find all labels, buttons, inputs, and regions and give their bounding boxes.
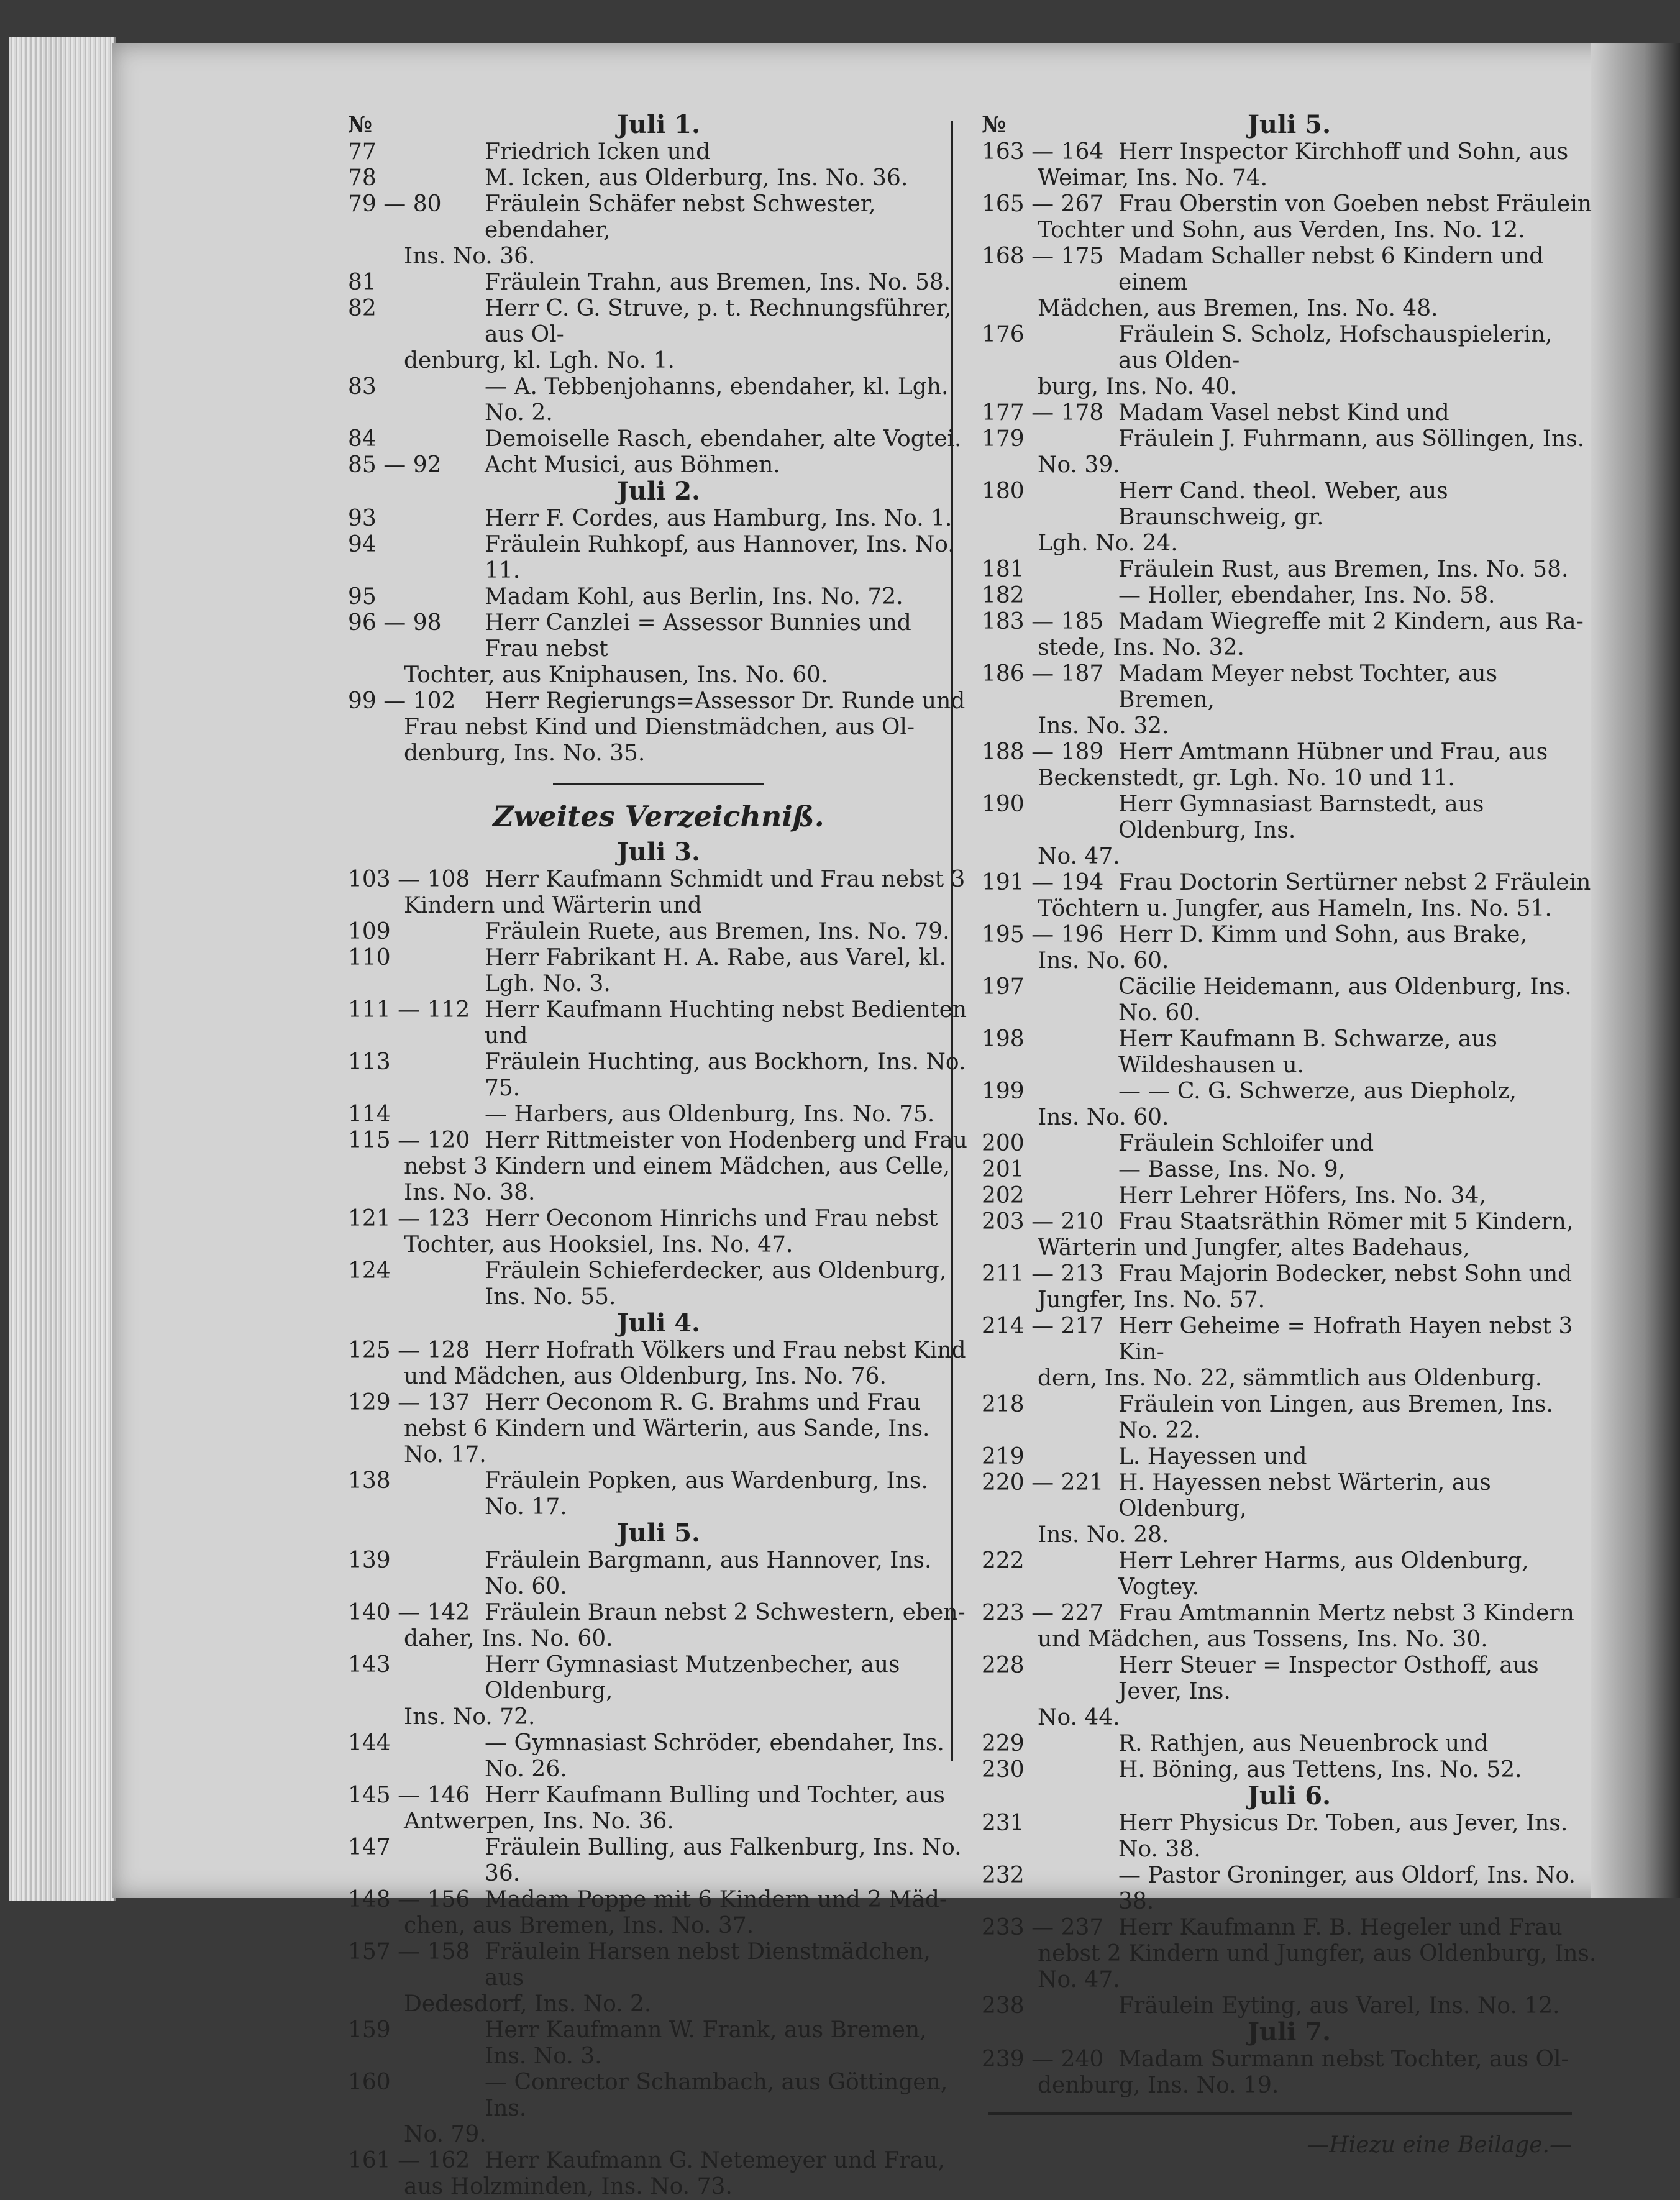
entry-number: 157 — 158 (348, 1939, 470, 1965)
entry-number: 140 — 142 (348, 1600, 470, 1625)
entry-continuation: Jungfer, Ins. No. 57. (1038, 1287, 1266, 1313)
entry-number: 110 (348, 945, 391, 970)
entry-text: Fräulein Ruete, aus Bremen, Ins. No. 79. (485, 919, 950, 944)
entry-text: Herr Steuer = Inspector Osthoff, aus Jever, Ins. (1118, 1653, 1539, 1704)
entry-number: 211 — 213 (982, 1261, 1104, 1287)
entry-number: 197 (982, 974, 1025, 1000)
entry-text: Fräulein Eyting, aus Varel, Ins. No. 12. (1118, 1993, 1560, 2019)
entry-text: Herr Regierungs=Assessor Dr. Runde und (485, 688, 966, 714)
entry-number: 238 (982, 1993, 1025, 2019)
list-entry (348, 1782, 969, 1809)
list-entry (982, 1444, 1597, 1470)
entry-number: 83 (348, 374, 377, 399)
list-entry (982, 1209, 1597, 1235)
entry-number: 186 — 187 (982, 661, 1104, 687)
entry-text: Madam Poppe mit 6 Kindern und 2 Mäd- (485, 1887, 947, 1912)
entry-continuation: nebst 6 Kindern und Wärterin, aus Sande, Ins. No. 17. (404, 1416, 930, 1467)
list-entry (348, 1102, 969, 1128)
entry-text: Fräulein Harsen nebst Dienstmädchen, aus (485, 1939, 931, 1991)
entry-text: Herr Kaufmann Huchting nebst Bedienten und (485, 997, 967, 1049)
list-entry (348, 452, 969, 478)
day-heading: Juli 1. (616, 110, 701, 139)
entry-number: 220 — 221 (982, 1470, 1104, 1495)
list-entry (982, 557, 1597, 583)
entry-text: Herr Rittmeister von Hodenberg und Frau (485, 1128, 967, 1153)
entry-text: Herr Canzlei = Assessor Bunnies und Frau nebst (485, 610, 911, 662)
entry-text: Herr Oeconom Hinrichs und Frau nebst (485, 1206, 938, 1231)
entry-number: 125 — 128 (348, 1338, 470, 1363)
entry-number: 147 (348, 1835, 391, 1860)
entry-number: 161 — 162 (348, 2148, 470, 2173)
entry-continuation: chen, aus Bremen, Ins. No. 37. (404, 1913, 754, 1938)
list-entry (982, 1131, 1597, 1157)
entry-number: 79 — 80 (348, 191, 442, 217)
entry-number: 77 (348, 139, 377, 165)
list-entry (348, 270, 969, 296)
day-heading: Juli 6. (1247, 1781, 1331, 1810)
entry-text: — — C. G. Schwerze, aus Diepholz, (1118, 1079, 1517, 1104)
list-entry (982, 1810, 1597, 1863)
day-heading: Juli 2. (616, 477, 701, 506)
entry-text: Acht Musici, aus Böhmen. (485, 452, 780, 478)
entry-continuation: Mädchen, aus Bremen, Ins. No. 48. (1038, 296, 1438, 321)
entry-text: Herr Lehrer Harms, aus Oldenburg, Vogtey. (1118, 1548, 1529, 1600)
entry-number: 232 (982, 1863, 1025, 1888)
list-entry (982, 1993, 1597, 2019)
entry-number: 99 — 102 (348, 688, 456, 714)
entry-continuation: Tochter, aus Hooksiel, Ins. No. 47. (404, 1232, 793, 1257)
entry-text: Fräulein S. Scholz, Hofschauspielerin, aus Olden- (1118, 322, 1553, 373)
entry-number: 188 — 189 (982, 739, 1104, 765)
entry-continuation: Kindern und Wärterin und (404, 893, 702, 918)
day-section (982, 2047, 1597, 2099)
entry-text: Herr Kaufmann B. Schwarze, aus Wildeshausen u. (1118, 1026, 1497, 1078)
entry-number: 109 (348, 919, 391, 944)
entry-continuation: Frau nebst Kind und Dienstmädchen, aus Ol- denburg, Ins. No. 35. (404, 714, 915, 766)
entry-text: Cäcilie Heidemann, aus Oldenburg, Ins. No. 60. (1118, 974, 1572, 1026)
list-entry (982, 1548, 1597, 1600)
entry-number: 103 — 108 (348, 867, 470, 892)
list-entry (348, 165, 969, 191)
entry-text: H. Böning, aus Tettens, Ins. No. 52. (1118, 1757, 1522, 1782)
list-entry (348, 2070, 969, 2122)
list-entry (982, 1757, 1597, 1783)
entry-number: 222 (982, 1548, 1025, 1574)
entry-number: 180 (982, 478, 1025, 504)
entry-number: 176 (982, 322, 1025, 347)
list-entry (982, 661, 1597, 713)
day-section (348, 867, 969, 1310)
right-column-header (982, 112, 1597, 139)
list-entry (982, 426, 1597, 452)
entry-number: 183 — 185 (982, 609, 1104, 634)
entry-number: 239 — 240 (982, 2047, 1104, 2072)
entry-text: Herr Kaufmann Bulling und Tochter, aus (485, 1782, 945, 1808)
list-entry (982, 922, 1597, 948)
list-entry (348, 1468, 969, 1520)
number-symbol: № (982, 112, 1007, 138)
left-column (348, 112, 969, 2200)
book-page-edges (9, 37, 116, 1901)
list-entry (348, 688, 969, 714)
entry-text: Fräulein Bulling, aus Falkenburg, Ins. No. 36. (485, 1835, 962, 1886)
entry-number: 148 — 156 (348, 1887, 470, 1912)
day-section (348, 1338, 969, 1520)
list-entry (982, 1079, 1597, 1105)
entry-text: R. Rathjen, aus Neuenbrock und (1118, 1731, 1489, 1756)
entry-continuation: burg, Ins. No. 40. (1038, 374, 1237, 399)
list-entry (982, 1915, 1597, 1941)
list-entry (348, 1338, 969, 1364)
list-entry (982, 1313, 1597, 1366)
entry-number: 94 (348, 532, 377, 557)
day-section (982, 1810, 1597, 2019)
entry-text: Madam Kohl, aus Berlin, Ins. No. 72. (485, 584, 903, 609)
entry-text: Herr Kaufmann F. B. Hegeler und Frau (1118, 1915, 1563, 1940)
list-entry (348, 374, 969, 426)
entry-text: — Gymnasiast Schröder, ebendaher, Ins. No. 26. (485, 1730, 944, 1782)
list-entry (982, 478, 1597, 531)
list-entry (348, 506, 969, 532)
entry-number: 223 — 227 (982, 1600, 1104, 1626)
list-entry (982, 1157, 1597, 1183)
day-heading: Juli 7. (1247, 2017, 1331, 2047)
entry-text: Madam Meyer nebst Tochter, aus Bremen, (1118, 661, 1498, 713)
entry-text: Herr Amtmann Hübner und Frau, aus (1118, 739, 1548, 765)
entry-text: Herr Kaufmann W. Frank, aus Bremen, Ins. No. 3. (485, 2017, 927, 2069)
list-entry (348, 1730, 969, 1782)
entry-text: Frau Staatsräthin Römer mit 5 Kindern, (1118, 1209, 1574, 1235)
list-entry (982, 1261, 1597, 1287)
list-entry (348, 2148, 969, 2174)
entry-text: Fräulein J. Fuhrmann, aus Söllingen, Ins. (1118, 426, 1585, 452)
list-entry (348, 1548, 969, 1600)
entry-continuation: und Mädchen, aus Oldenburg, Ins. No. 76. (404, 1364, 887, 1389)
entry-continuation: Tochter, aus Kniphausen, Ins. No. 60. (404, 662, 828, 688)
list-entry (348, 191, 969, 244)
list-entry (348, 1206, 969, 1232)
right-column (982, 112, 1597, 2158)
entry-number: 198 (982, 1026, 1025, 1052)
entry-text: Fräulein Rust, aus Bremen, Ins. No. 58. (1118, 557, 1569, 582)
entry-continuation: Ins. No. 28. (1038, 1522, 1169, 1548)
entry-number: 190 (982, 792, 1025, 817)
entry-text: Friedrich Icken und (485, 139, 711, 165)
left-column-header (348, 112, 969, 139)
list-entry (348, 1939, 969, 1991)
entry-continuation: Töchtern u. Jungfer, aus Hameln, Ins. No. 51. (1038, 896, 1552, 921)
entry-text: Herr Lehrer Höfers, Ins. No. 34, (1118, 1183, 1486, 1208)
list-entry (982, 1026, 1597, 1079)
entry-text: — A. Tebbenjohanns, ebendaher, kl. Lgh. No. 2. (485, 374, 949, 426)
entry-number: 84 (348, 426, 377, 452)
entry-continuation: Ins. No. 60. (1038, 1105, 1169, 1130)
entry-number: 230 (982, 1757, 1025, 1782)
entry-text: Madam Schaller nebst 6 Kindern und einem (1118, 244, 1544, 295)
entry-continuation: Weimar, Ins. No. 74. (1038, 165, 1268, 191)
entry-continuation: daher, Ins. No. 60. (404, 1626, 613, 1651)
book-gutter (1591, 43, 1680, 1898)
entry-number: 199 (982, 1079, 1025, 1104)
entry-continuation: nebst 2 Kindern und Jungfer, aus Oldenburg, Ins. No. 47. (1038, 1941, 1597, 1992)
entry-text: Herr Hofrath Völkers und Frau nebst Kind (485, 1338, 966, 1363)
day-section (348, 506, 969, 767)
list-entry (348, 426, 969, 452)
list-entry (982, 792, 1597, 844)
entry-number: 81 (348, 270, 377, 295)
day-heading: Juli 5. (616, 1518, 701, 1548)
entry-text: Fräulein Huchting, aus Bockhorn, Ins. No. 75. (485, 1049, 966, 1101)
list-entry (982, 1653, 1597, 1705)
list-entry (982, 1392, 1597, 1444)
entry-text: Fräulein Popken, aus Wardenburg, Ins. No. 17. (485, 1468, 928, 1520)
list-entry (348, 1390, 969, 1416)
entry-text: Herr Gymnasiast Barnstedt, aus Oldenburg, Ins. (1118, 792, 1484, 843)
entry-number: 228 (982, 1653, 1025, 1678)
entry-number: 191 — 194 (982, 870, 1104, 895)
list-entry (982, 322, 1597, 374)
entry-number: 165 — 267 (982, 191, 1104, 217)
day-section (348, 1548, 969, 2200)
entry-text: Herr Kaufmann Schmidt und Frau nebst 3 (485, 867, 966, 892)
entry-continuation: denburg, Ins. No. 19. (1038, 2073, 1279, 2098)
entry-number: 203 — 210 (982, 1209, 1104, 1235)
entry-number: 195 — 196 (982, 922, 1104, 947)
entry-continuation: No. 47. (1038, 844, 1120, 869)
entry-text: Herr Inspector Kirchhoff und Sohn, aus (1118, 139, 1569, 165)
entry-text: Frau Doctorin Sertürner nebst 2 Fräulein (1118, 870, 1591, 895)
entry-text: Fräulein Schäfer nebst Schwester, ebendaher, (485, 191, 876, 243)
entry-text: Herr Gymnasiast Mutzenbecher, aus Oldenburg, (485, 1652, 900, 1704)
list-entry (982, 2047, 1597, 2073)
list-entry (982, 244, 1597, 296)
entry-continuation: No. 39. (1038, 452, 1120, 478)
entry-text: — Holler, ebendaher, Ins. No. 58. (1118, 583, 1495, 608)
entry-continuation: Lgh. No. 24. (1038, 531, 1178, 556)
entry-text: Fräulein Ruhkopf, aus Hannover, Ins. No. 11. (485, 532, 955, 583)
entry-number: 159 (348, 2017, 391, 2043)
entry-number: 179 (982, 426, 1025, 452)
entry-number: 202 (982, 1183, 1025, 1208)
entry-number: 231 (982, 1810, 1025, 1836)
entry-number: 113 (348, 1049, 391, 1075)
day-section (982, 139, 1597, 1783)
entry-text: Fräulein Bargmann, aus Hannover, Ins. No. 60. (485, 1548, 932, 1599)
entry-text: Frau Majorin Bodecker, nebst Sohn und (1118, 1261, 1573, 1287)
section-title: Zweites Verzeichniß. (493, 800, 824, 833)
entry-number: 129 — 137 (348, 1390, 470, 1415)
entry-number: 219 (982, 1444, 1025, 1469)
list-entry (348, 919, 969, 945)
entry-text: Herr Fabrikant H. A. Rabe, aus Varel, kl. Lgh. No. 3. (485, 945, 946, 997)
entry-text: Herr Oeconom R. G. Brahms und Frau (485, 1390, 921, 1415)
entry-number: 181 (982, 557, 1025, 582)
entry-continuation: denburg, kl. Lgh. No. 1. (404, 348, 675, 373)
list-entry (348, 1128, 969, 1154)
list-entry (348, 584, 969, 610)
entry-number: 201 (982, 1157, 1025, 1182)
list-entry (982, 583, 1597, 609)
entry-continuation: No. 79. (404, 2122, 486, 2147)
entry-continuation: stede, Ins. No. 32. (1038, 635, 1244, 660)
entry-text: Herr D. Kimm und Sohn, aus Brake, (1118, 922, 1527, 947)
supplement-note: —Hiezu eine Beilage.— (1307, 2132, 1572, 2158)
list-entry (982, 609, 1597, 635)
entry-number: 200 (982, 1131, 1025, 1156)
entry-text: M. Icken, aus Olderburg, Ins. No. 36. (485, 165, 908, 191)
bottom-rule (988, 2112, 1572, 2115)
entry-text: Madam Wiegreffe mit 2 Kindern, aus Ra- (1118, 609, 1584, 634)
entry-number: 93 (348, 506, 377, 531)
list-entry (348, 1258, 969, 1310)
entry-continuation: Antwerpen, Ins. No. 36. (404, 1809, 674, 1834)
entry-number: 145 — 146 (348, 1782, 470, 1808)
day-heading: Juli 5. (1247, 110, 1331, 139)
entry-text: Herr C. G. Struve, p. t. Rechnungsführer, aus Ol- (485, 296, 952, 347)
list-entry (348, 945, 969, 997)
entry-continuation: No. 44. (1038, 1705, 1120, 1730)
entry-continuation: Ins. No. 72. (404, 1704, 536, 1730)
entry-continuation: Ins. No. 36. (404, 244, 536, 269)
entry-number: 124 (348, 1258, 391, 1284)
list-entry (982, 400, 1597, 426)
entry-text: Fräulein Trahn, aus Bremen, Ins. No. 58. (485, 270, 951, 295)
list-entry (348, 610, 969, 662)
entry-number: 138 (348, 1468, 391, 1494)
entry-text: Herr Physicus Dr. Toben, aus Jever, Ins. No. 38. (1118, 1810, 1568, 1862)
list-entry (348, 1887, 969, 1913)
number-symbol: № (348, 112, 373, 138)
entry-number: 144 (348, 1730, 391, 1756)
list-entry (348, 1652, 969, 1704)
list-entry (348, 1600, 969, 1626)
entry-number: 95 (348, 584, 377, 609)
entry-number: 214 — 217 (982, 1313, 1104, 1339)
entry-continuation: Dedesdorf, Ins. No. 2. (404, 1991, 652, 2017)
list-entry (982, 1863, 1597, 1915)
list-entry (982, 739, 1597, 765)
list-entry (982, 1600, 1597, 1627)
entry-number: 96 — 98 (348, 610, 442, 636)
entry-number: 229 (982, 1731, 1025, 1756)
entry-number: 115 — 120 (348, 1128, 470, 1153)
entry-number: 78 (348, 165, 377, 191)
entry-text: Madam Vasel nebst Kind und (1118, 400, 1449, 426)
entry-number: 160 (348, 2070, 391, 2095)
entry-text: Fräulein von Lingen, aus Bremen, Ins. No. 22. (1118, 1392, 1553, 1443)
entry-text: Frau Amtmannin Mertz nebst 3 Kindern (1118, 1600, 1574, 1626)
list-entry (982, 1183, 1597, 1209)
entry-number: 218 (982, 1392, 1025, 1417)
entry-text: Fräulein Schloifer und (1118, 1131, 1374, 1156)
entry-number: 111 — 112 (348, 997, 470, 1023)
entry-continuation: dern, Ins. No. 22, sämmtlich aus Oldenburg. (1038, 1366, 1543, 1391)
entry-number: 143 (348, 1652, 391, 1677)
entry-number: 85 — 92 (348, 452, 442, 478)
entry-number: 177 — 178 (982, 400, 1104, 426)
entry-continuation: Ins. No. 60. (1038, 948, 1169, 974)
entry-text: Madam Surmann nebst Tochter, aus Ol- (1118, 2047, 1569, 2072)
entry-text: H. Hayessen nebst Wärterin, aus Oldenburg, (1118, 1470, 1491, 1522)
entry-text: Herr Kaufmann G. Netemeyer und Frau, (485, 2148, 945, 2173)
entry-text: Herr Geheime = Hofrath Hayen nebst 3 Kin- (1118, 1313, 1573, 1365)
list-entry (348, 997, 969, 1049)
entry-text: — Harbers, aus Oldenburg, Ins. No. 75. (485, 1102, 935, 1127)
list-entry (348, 1049, 969, 1102)
entry-text: Fräulein Braun nebst 2 Schwestern, eben- (485, 1600, 966, 1625)
list-entry (348, 867, 969, 893)
list-entry (982, 191, 1597, 217)
list-entry (982, 870, 1597, 896)
entry-text: Fräulein Schieferdecker, aus Oldenburg, Ins. No. 55. (485, 1258, 947, 1310)
list-entry (982, 974, 1597, 1026)
list-entry (348, 2017, 969, 2070)
entry-text: Demoiselle Rasch, ebendaher, alte Vogtei. (485, 426, 962, 452)
section-rule (553, 783, 764, 785)
entry-number: 233 — 237 (982, 1915, 1104, 1940)
entry-number: 139 (348, 1548, 391, 1573)
list-entry (348, 296, 969, 348)
entry-number: 182 (982, 583, 1025, 608)
entry-number: 163 — 164 (982, 139, 1104, 165)
entry-text: — Conrector Schambach, aus Göttingen, Ins. (485, 2070, 948, 2121)
list-entry (348, 532, 969, 584)
entry-text: Frau Oberstin von Goeben nebst Fräulein (1118, 191, 1592, 217)
entry-number: 114 (348, 1102, 391, 1127)
entry-text: — Basse, Ins. No. 9, (1118, 1157, 1346, 1182)
list-entry (348, 139, 969, 165)
entry-continuation: und Mädchen, aus Tossens, Ins. No. 30. (1038, 1627, 1488, 1652)
day-heading: Juli 3. (616, 838, 701, 867)
entry-text: Herr Cand. theol. Weber, aus Braunschweig, gr. (1118, 478, 1448, 530)
list-entry (982, 139, 1597, 165)
day-section (348, 139, 969, 478)
list-entry (982, 1470, 1597, 1522)
entry-continuation: nebst 3 Kindern und einem Mädchen, aus Celle, Ins. No. 38. (404, 1154, 951, 1205)
list-entry (348, 1835, 969, 1887)
list-entry (982, 1731, 1597, 1757)
entry-number: 121 — 123 (348, 1206, 470, 1231)
entry-text: L. Hayessen und (1118, 1444, 1307, 1469)
entry-text: Herr F. Cordes, aus Hamburg, Ins. No. 1. (485, 506, 952, 531)
day-heading: Juli 4. (616, 1308, 701, 1338)
entry-number: 82 (348, 296, 377, 321)
entry-continuation: aus Holzminden, Ins. No. 73. (404, 2174, 733, 2199)
entry-continuation: Wärterin und Jungfer, altes Badehaus, (1038, 1235, 1470, 1261)
entry-continuation: Tochter und Sohn, aus Verden, Ins. No. 12. (1038, 217, 1525, 243)
entry-continuation: Beckenstedt, gr. Lgh. No. 10 und 11. (1038, 765, 1455, 791)
entry-number: 168 — 175 (982, 244, 1104, 269)
entry-text: — Pastor Groninger, aus Oldorf, Ins. No. 38. (1118, 1863, 1576, 1914)
entry-continuation: Ins. No. 32. (1038, 713, 1169, 739)
